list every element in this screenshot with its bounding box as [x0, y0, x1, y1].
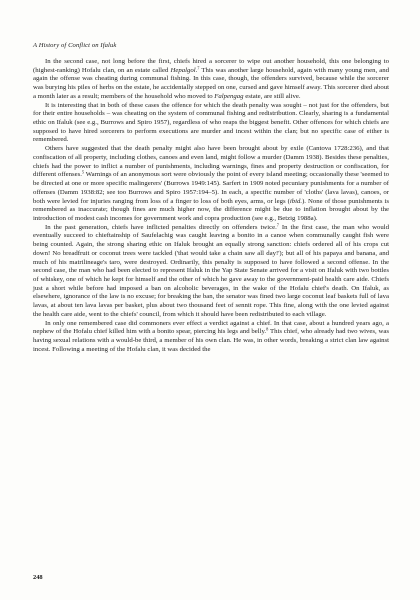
italic-text: Hepalgol	[170, 66, 196, 74]
paragraph	[33, 320, 389, 355]
italic-text: Falpengag	[214, 92, 244, 100]
paragraph	[33, 102, 389, 146]
running-head: A History of Conflict on Ifaluk	[33, 42, 117, 49]
text-run: Warnings of an anonymous sort were obviously the point of every island meeting; occasionally these 'seemed to be directed at one or more specific malingerers' (Burrows 1949:145). Sarfert in 1909 noted pecuniary punishments for a number of offenses (Damm 1938:82; see too Burrows and Spiro 1957:194–5). In each, a specific number of 'cloths' (lava lavas), canoes, or both were levied for injuries ranging from loss of a finger to loss of both eyes, arms, or legs (	[33, 171, 390, 205]
paragraph	[33, 145, 389, 223]
text-run: .	[195, 66, 198, 74]
paragraph	[33, 58, 389, 102]
footnote-marker: 8	[266, 326, 269, 332]
text-run: In the first case, the man who would eventually succeed to chieftainship of Saufelachig was caught leaving a bonito in a canoe when communally caught fish were being counted. Again, the strong sharing ethic on Ifaluk brought an equally strong sanction: chiefs ordered all of his crops cut down! No breadfruit or coconut trees were tackled ('that would take a chain saw all day!'); but all of his papaya and banana, and much of his matrilineage's taro, were destroyed. Ordinarily, this penalty is supposed to have followed a second offense. In the second case, the man who had been elected to represent Ifaluk in the Yap State Senate arrived for a visit on Ifaluk with two bottles of whiskey, one of which he kept for himself and the other of which he gave away to the government-paid health care aide. Chiefs just a short while before had imposed a ban on alcoholic beverages, in the wake of the Hofalu chief's death. On Ifaluk, as elsewhere, ignorance of the law is no excuse; for breaking the ban, the senator was fined two large coconut leaf baskets full of lava lavas, at about ten lava lavas per basket, plus about two thousand feet of sennit rope. This fine, along with the one levied against the health care aide, went to the chiefs' council, from which it should have been redistributed to each village.	[33, 223, 389, 318]
text-run: This chief, who already had two wives, was having sexual relations with a would-be third, a member of his own clan. He was, in other words, breaking a strict clan law against incest. Following a meeting of the Hofalu clan, it was decided the	[33, 328, 389, 353]
paragraph	[33, 224, 389, 320]
text-run: In the past generation, chiefs have inflicted penalties directly on offenders twice.	[45, 223, 277, 231]
text-run: In only one remembered case did commoners ever effect a verdict against a chief. In that case, about a hundred years ago, a nephew of the Hofalu chief killed him with a bonito spear, piercing his legs and belly.	[33, 319, 389, 336]
footnote-marker: 7	[197, 65, 200, 71]
page-number: 248	[33, 574, 43, 581]
text-run: In the second case, not long before the first, chiefs hired a sorcerer to wipe out another household, this one belonging to (highest-ranking) Hofalu clan, on an estate called	[33, 58, 389, 74]
footnote-marker: 5	[81, 169, 85, 175]
text-run: This was another large household, again with many young men, and again the offense was cheating during communal fishing. In this case, though, the offenders survived, because while the sorcerer was burying his piles of herbs on the estate, he accidentally stepped on one, cursed and gave himself away. This sorcerer died about a month later as a result; members of the household who moved to	[33, 66, 389, 100]
text-run: ). None of those punishments is remembered as inaccurate; though fines are much higher now, the difference might be due to inflation brought about by the introduction of modest cash incomes for government work and copra production (see e.g., Betzig 1988a).	[33, 197, 389, 222]
footnote-marker: 7	[276, 222, 279, 228]
text-run: estate, are still alive.	[243, 92, 301, 100]
body-text	[33, 58, 389, 354]
italic-text: ibid.	[289, 197, 303, 205]
text-run: Others have suggested that the death penalty might also have been brought about by exile (Cantova 1728:236), and that confiscation of all property, including clothes, canoes and even land, might follow a murder (Damm 1938). Besides these penalties, chiefs had the power to inflict a number of punishments, including warnings, fines and property destruction or confiscation, for different offenses.	[33, 145, 389, 179]
text-run: It is interesting that in both of these cases the offence for which the death penalty was sought – not just for the offenders, but for their entire households – was cheating on the system of communal fishing and redistribution. Clearly, sharing is a fundamental ethic on Ifaluk (see e.g., Burrows and Spiro 1957), regardless of who reaps the biggest benefit. Other offences for which chiefs are supposed to have hired sorcerers to perform executions are murder and incest within the clan; but no specific case of either is remembered.	[33, 101, 389, 144]
